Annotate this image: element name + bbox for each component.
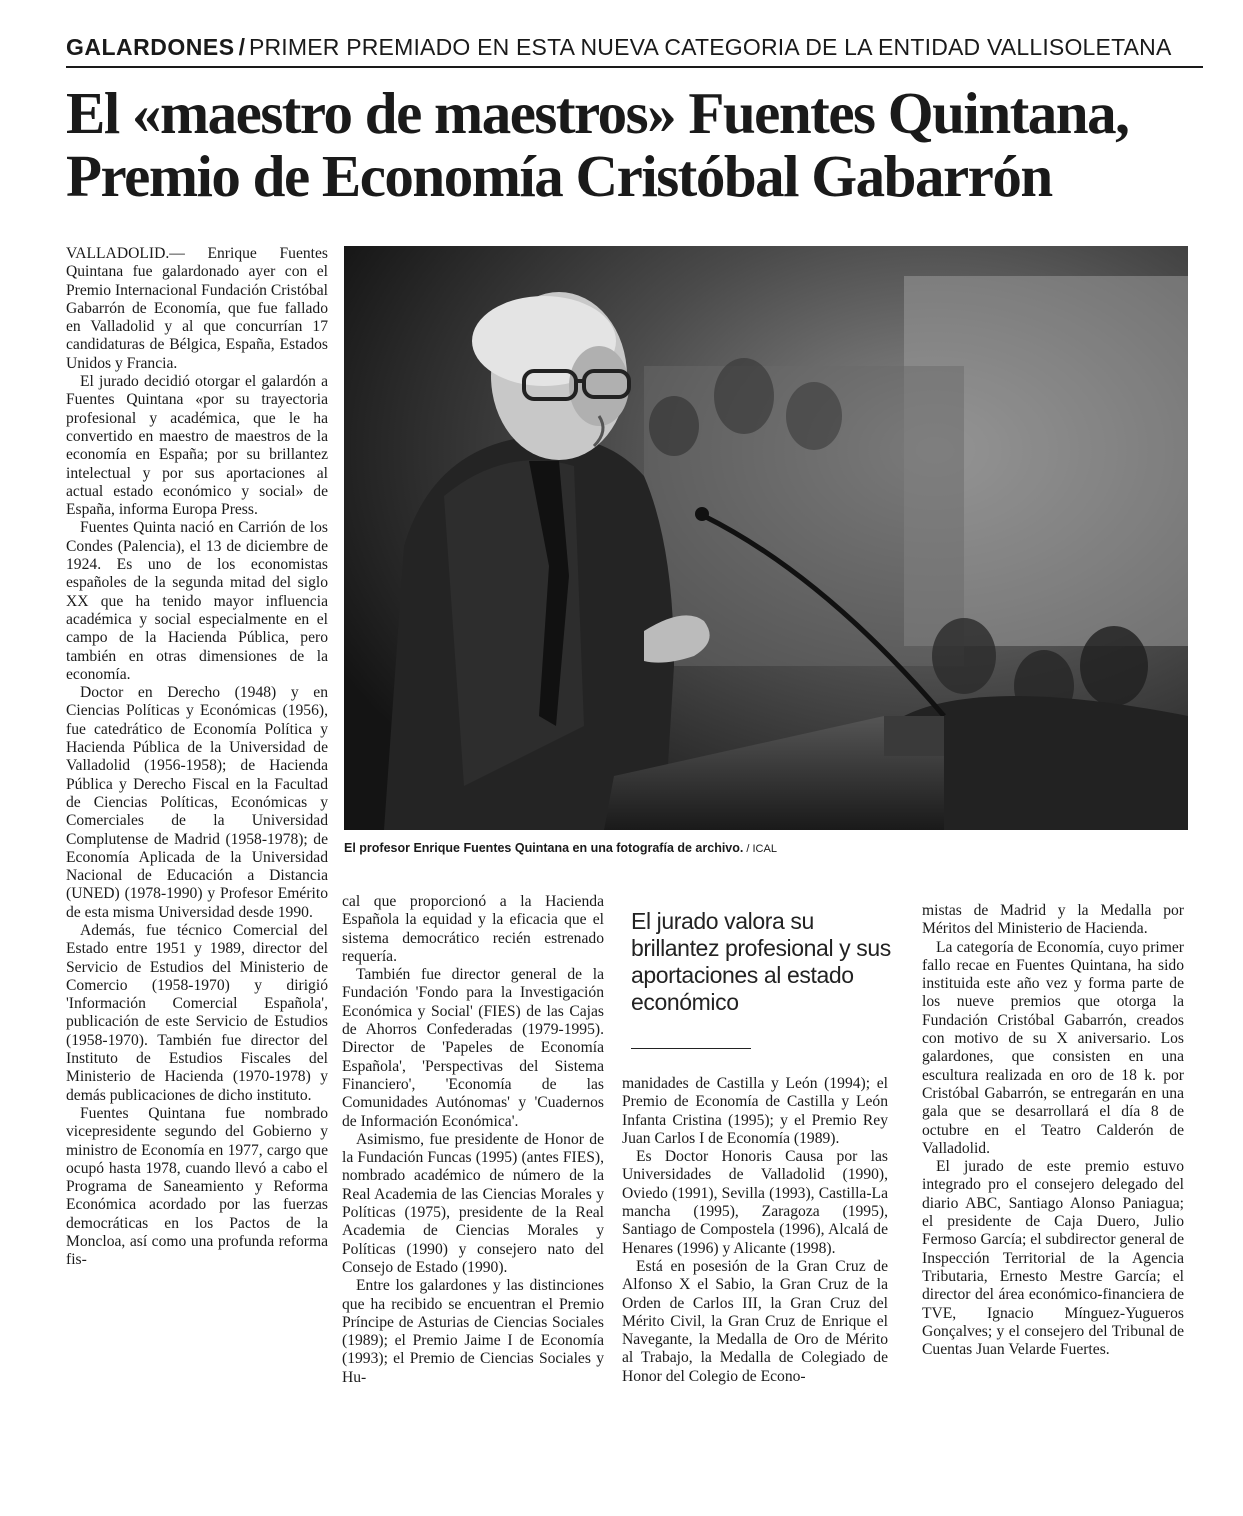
paragraph-8: Asimismo, fue presidente de Honor de la Fundación Funcas (1995) (antes FIES), nombrado académico de número de la Real Academia de las Ciencias Morales y Políticas (1975), presidente de la Real Academia de Ciencias Morales y Políticas (1990) y consejero nato del Consejo de Estado (1990). — [342, 1130, 604, 1276]
article-photo — [344, 246, 1188, 830]
article-column-2 — [342, 893, 604, 1387]
section-rubric: PRIMER PREMIADO EN ESTA NUEVA CATEGORIA DE LA ENTIDAD VALLISOLETANA — [248, 34, 1172, 60]
pull-quote-rule — [631, 1048, 751, 1049]
paragraph-10: Es Doctor Honoris Causa por las Universidades de Valladolid (1990), Oviedo (1991), Sevilla (1993), Castilla-La mancha (1995), Zaragoza (1995), Santiago de Compostela (1996), Alcalá de Henares (1996) y Alicante (1998). — [622, 1148, 888, 1257]
paragraph-6-cont: cal que proporcionó a la Hacienda Española la equidad y la eficacia que el sistema democrático recién estrenado requería. — [342, 893, 604, 965]
headline — [66, 82, 1206, 208]
paragraph-9: Entre los galardones y las distinciones que ha recibido se encuentran el Premio Príncipe de Asturias de Ciencias Sociales (1989); el Premio Jaime I de Economía (1993); el Premio de Ciencias Sociales y Hu- — [342, 1277, 604, 1386]
article-column-1 — [66, 245, 328, 1270]
photo-credit: / ICAL — [746, 843, 777, 855]
paragraph-1-text: Enrique Fuentes Quintana fue galardonado ayer con el Premio Internacional Fundación Cristóbal Gabarrón de Economía, que fue fallado en Valladolid y al que concurrían 17 candidaturas de Bélgica, España, Estados Unidos y Francia. — [66, 245, 329, 372]
paragraph-2: El jurado decidió otorgar el galardón a Fuentes Quintana «por su trayectoria profesional y académica, que le ha convertido en maestro de maestros de la economía en España; por su brillantez intelectual y por sus aportaciones al actual estado económico y social» de España, informa Europa Press. — [66, 373, 328, 519]
headline-line-2: Premio de Economía Cristóbal Gabarrón — [66, 143, 1052, 209]
paragraph-13: El jurado de este premio estuvo integrado pro el consejero delegado del diario ABC, Santiago Alonso Paniagua; el presidente de Caja Duero, Julio Fermoso García; el subdirector general de Inspección Territorial de la Agencia Tributaria, Ernesto Mestre García; el director del área económico-financiera de TVE, Ignacio Mínguez-Yugueros Gonçalves; y el consejero del Tribunal de Cuentas Juan Velarde Fuertes. — [922, 1158, 1184, 1359]
paragraph-3: Fuentes Quinta nació en Carrión de los Condes (Palencia), el 13 de diciembre de 1924. Es uno de los economistas españoles de la segunda mitad del siglo XX que ha tenido mayor influencia académica y social especialmente en el campo de la Hacienda Pública, pero también en otras dimensiones de la economía. — [66, 519, 328, 683]
paragraph-11: Está en posesión de la Gran Cruz de Alfonso X el Sabio, la Gran Cruz de la Orden de Carlos III, la Gran Cruz del Mérito Civil, la Gran Cruz de Enrique el Navegante, la Medalla de Oro de Mérito al Trabajo, la Medalla de Colegiado de Honor del Colegio de Econo- — [622, 1257, 888, 1385]
paragraph-9-cont: manidades de Castilla y León (1994); el Premio de Economía de Castilla y León Infanta Cristina (1995); y el Premio Rey Juan Carlos I de Economía (1989). — [622, 1075, 888, 1147]
photo-caption — [344, 841, 1188, 855]
article-column-4 — [922, 902, 1184, 1359]
pull-quote: El jurado valora su brillantez profesional y sus aportaciones al estado económico — [631, 908, 891, 1015]
paragraph-12: La categoría de Economía, cuyo primer fallo recae en Fuentes Quintana, ha sido instituida este año vez y forma parte de los nueve premios que otorga la Fundación Cristóbal Gabarrón, creados con motivo de su X aniversario. Los galardones, que consisten en una escultura realizada en oro de 18 k. por Cristóbal Gabarrón, se entregarán en una gala que se desarrollará el día 8 de octubre en el Teatro Calderón de Valladolid. — [922, 938, 1184, 1157]
caption-text: El profesor Enrique Fuentes Quintana en una fotografía de archivo. — [344, 841, 744, 855]
paragraph-1 — [66, 245, 328, 373]
paragraph-6: Fuentes Quintana fue nombrado vicepresidente segundo del Gobierno y ministro de Economía en 1977, cargo que ocupó hasta 1978, cuando llevó a cabo el Programa de Saneamiento y Reforma Económica acordado por las fuerzas democráticas en los Pactos de la Moncloa, así como una profunda reforma fis- — [66, 1104, 328, 1269]
section-kicker: GALARDONES — [66, 34, 235, 60]
paragraph-5: Además, fue técnico Comercial del Estado entre 1951 y 1989, director del Servicio de Estudios del Ministerio de Comercio (1958-1970) y dirigió 'Información Comercial Española', publicación de este Servicio de Estudios (1958-1970). También fue director del Instituto de Estudios Fiscales del Ministerio de Hacienda (1970-1978) y demás publicaciones de dicho instituto. — [66, 921, 328, 1104]
photo-illustration — [344, 246, 1188, 830]
paragraph-7: También fue director general de la Fundación 'Fondo para la Investigación Económica y Social' (FIES) de las Cajas de Ahorros Confederadas (1979-1995). Director de 'Papeles de Economía Española', 'Perspectivas del Sistema Financiero', 'Economía de las Comunidades Autónomas' y 'Cuadernos de Información Económica'. — [342, 966, 604, 1130]
dateline: VALLADOLID.— — [66, 245, 185, 262]
paragraph-4: Doctor en Derecho (1948) y en Ciencias Políticas y Económicas (1956), fue catedrático de Economía Política y Hacienda Pública de la Universidad de Valladolid (1956-1958); de Hacienda Pública y Derecho Fiscal en la Facultad de Ciencias Políticas, Económicas y Comerciales de la Universidad Complutense de Madrid (1958-1978); de Economía Aplicada de la Universidad Nacional de Educación a Distancia (UNED) (1978-1990) y Profesor Emérito de esta misma Universidad desde 1990. — [66, 684, 328, 921]
section-header — [66, 30, 1203, 68]
paragraph-11-cont: mistas de Madrid y la Medalla por Méritos del Ministerio de Hacienda. — [922, 902, 1184, 938]
article-column-3 — [622, 1075, 888, 1386]
section-separator: / — [238, 34, 245, 60]
headline-line-1: El «maestro de maestros» Fuentes Quintana, — [66, 80, 1129, 146]
